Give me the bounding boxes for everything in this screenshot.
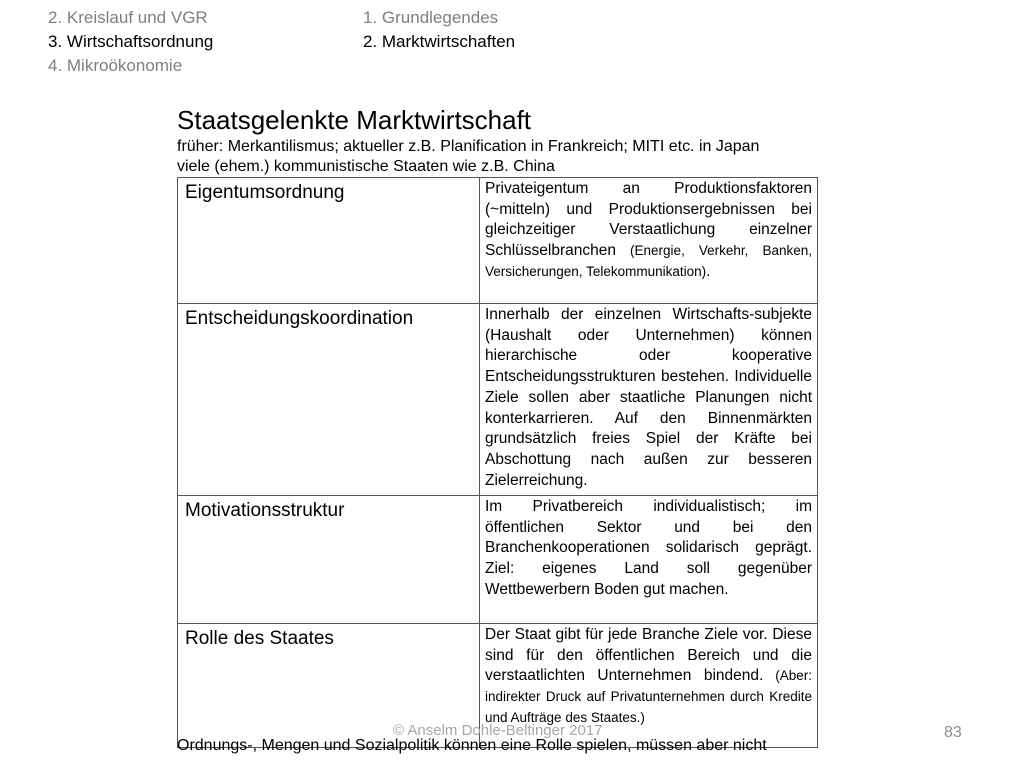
subtitle-line-2: viele (ehem.) kommunistische Staaten wie z.B. China xyxy=(177,158,555,175)
description-note: (Energie, Verkehr, Banken, Versicherungen, Telekommunikation) xyxy=(485,243,812,279)
table-row xyxy=(178,178,818,304)
nav-item-kreislauf[interactable]: 2. Kreislauf und VGR xyxy=(48,8,208,27)
description-text: Im Privatbereich individualistisch; im öffentlichen Sektor und bei den Branchenkooperationen solidarisch geprägt. Ziel: eigenes Land soll gegenüber Wettbewerbern Boden gut machen. xyxy=(485,498,812,598)
row-description-entscheidungskoordination xyxy=(480,304,818,496)
slide-title: Staatsgelenkte Marktwirtschaft xyxy=(177,105,532,135)
row-description-motivationsstruktur xyxy=(480,496,818,624)
nav-item-marktwirtschaften[interactable]: 2. Marktwirtschaften xyxy=(363,32,516,51)
description-note: (Aber: indirekter Druck auf Privatunternehmen durch Kredite und Aufträge des Staates.) xyxy=(485,668,812,725)
section-navigation xyxy=(363,6,515,54)
subtitle-line-1: früher: Merkantilismus; aktueller z.B. Planification in Frankreich; MITI etc. in Japan xyxy=(177,138,760,155)
chapter-navigation xyxy=(48,6,213,78)
description-text: Privateigentum an Produktionsfaktoren (~mitteln) und Produktionsergebnissen bei gleichzeitiger Verstaatlichung einzelner Schlüsselbranchen xyxy=(485,180,812,260)
row-label-motivationsstruktur: Motivationsstruktur xyxy=(178,496,480,624)
row-description-eigentumsordnung xyxy=(480,178,818,304)
table-row xyxy=(178,304,818,496)
page-number: 83 xyxy=(944,724,962,741)
nav-item-wirtschaftsordnung[interactable]: 3. Wirtschaftsordnung xyxy=(48,32,214,51)
nav-item-grundlegendes[interactable]: 1. Grundlegendes xyxy=(363,8,499,27)
copyright-notice: © Anselm Dohle-Beltinger 2017 xyxy=(393,722,603,739)
footer-note: Ordnungs-, Mengen und Sozialpolitik können eine Rolle spielen, müssen aber nicht xyxy=(177,737,767,754)
description-end: . xyxy=(706,262,711,280)
row-label-rolle-des-staates: Rolle des Staates xyxy=(178,624,480,748)
table-row xyxy=(178,496,818,624)
row-label-eigentumsordnung: Eigentumsordnung xyxy=(178,178,480,304)
row-label-entscheidungskoordination: Entscheidungskoordination xyxy=(178,304,480,496)
description-text: Innerhalb der einzelnen Wirtschafts-subjekte (Haushalt oder Unternehmen) können hierarchische oder kooperative Entscheidungsstrukturen bestehen. Individuelle Ziele sollen aber staatliche Planungen nicht konterkarrieren. Auf den Binnenmärkten grundsätzlich freies Spiel der Kräfte bei Abschottung nach außen zur besseren Zielerreichung. xyxy=(485,306,812,489)
nav-item-mikrooekonomie[interactable]: 4. Mikroökonomie xyxy=(48,56,183,75)
characteristics-table xyxy=(177,177,818,748)
description-text: Der Staat gibt für jede Branche Ziele vor. Diese sind für den öffentlichen Bereich und die verstaatlichten Unternehmen bindend. xyxy=(485,626,812,685)
